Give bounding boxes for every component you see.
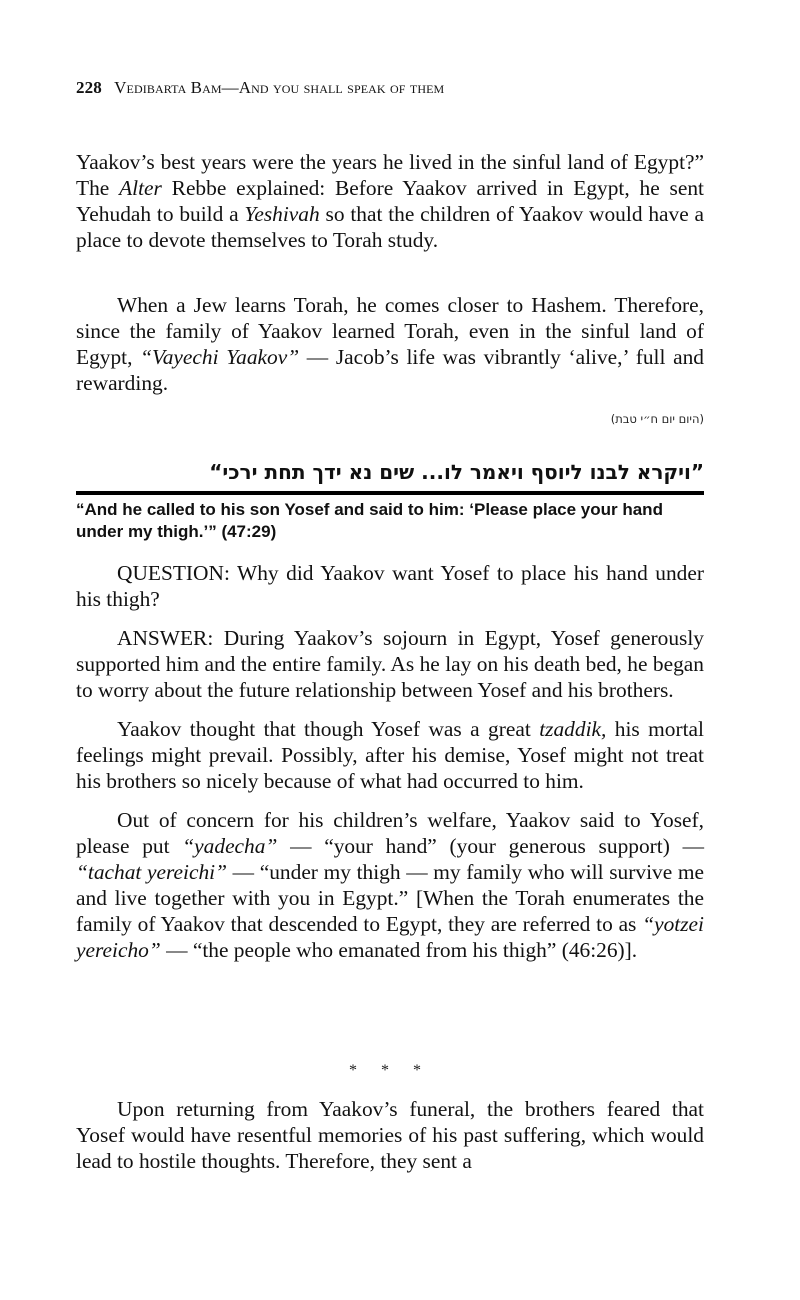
text-run: — “the people who emanated from his thigh” (46:26)]. bbox=[160, 938, 638, 962]
text-run: Yaakov thought that though Yosef was a great bbox=[117, 717, 540, 741]
paragraph bbox=[76, 716, 704, 794]
text-run: Out of concern for his children’s welfare, Yaakov said to Yosef, please put bbox=[76, 808, 704, 858]
italic-term: “tachat yereichi” bbox=[76, 860, 228, 884]
paragraph bbox=[76, 292, 704, 396]
hebrew-verse-heading: ”ויקרא לבנו ליוסף ויאמר לו... שים נא ידך תחת ירכי“ bbox=[209, 460, 704, 484]
text-run: his mortal feelings might prevail. Possibly, after his demise, Yosef might not treat his brothers so nicely because of what had occurred to him. bbox=[76, 717, 704, 793]
paragraph bbox=[76, 1096, 704, 1174]
section2-body bbox=[76, 560, 704, 963]
paragraph bbox=[76, 807, 704, 963]
page-number: 228 bbox=[76, 78, 102, 97]
italic-term: “Vayechi Yaakov” bbox=[140, 345, 300, 369]
text-run: Yaakov’s best years were the years he lived in the sinful land of Egypt?” The bbox=[76, 150, 704, 200]
text-run: When a Jew learns Torah, he comes closer to Hashem. Therefore, since the family of Yaakov learned Torah, even in the sinful land of Egypt, bbox=[76, 293, 704, 369]
text-run: Rebbe explained: Before Yaakov arrived in Egypt, he sent Yehudah to build a bbox=[76, 176, 704, 226]
italic-term: Alter bbox=[119, 176, 162, 200]
running-head-title: Vedibarta Bam—And you shall speak of them bbox=[114, 78, 445, 97]
paragraph bbox=[76, 149, 704, 253]
italic-term: Yeshivah bbox=[244, 202, 320, 226]
section3-body bbox=[76, 1096, 704, 1174]
italic-term: “yotzei yereicho” bbox=[76, 912, 704, 962]
text-run: so that the children of Yaakov would have a place to devote themselves to Torah study. bbox=[76, 202, 704, 252]
running-head bbox=[76, 78, 444, 98]
hebrew-date-citation: (היום יום ח״י טבת) bbox=[610, 412, 704, 426]
section1-paragraph-1 bbox=[76, 149, 704, 253]
text-run: ANSWER: During Yaakov’s sojourn in Egypt, Yosef generously supported him and the entire family. As he lay on his death bed, he began to worry about the future relationship between Yosef and his brothers. bbox=[76, 626, 704, 702]
question-paragraph bbox=[76, 560, 704, 612]
text-run: — Jacob’s life was vibrantly ‘alive,’ full and rewarding. bbox=[76, 345, 704, 395]
section1-paragraph-2 bbox=[76, 292, 704, 396]
italic-term: tzaddik, bbox=[539, 717, 607, 741]
verse-translation: “And he called to his son Yosef and said to him: ‘Please place your hand under my thigh.’” (47:29) bbox=[76, 500, 663, 541]
answer-paragraph bbox=[76, 625, 704, 703]
text-run: QUESTION: Why did Yaakov want Yosef to place his hand under his thigh? bbox=[76, 561, 704, 611]
italic-term: “yadecha” bbox=[182, 834, 278, 858]
heading-divider-rule bbox=[76, 491, 704, 495]
text-run: — “your hand” (your generous support) — bbox=[277, 834, 704, 858]
text-run: Upon returning from Yaakov’s funeral, the brothers feared that Yosef would have resentful memories of his past suffering, which would lead to hostile thoughts. Therefore, they sent a bbox=[76, 1097, 704, 1173]
section-separator-stars: * * * bbox=[349, 1062, 431, 1079]
text-run: — “under my thigh — my family who will survive me and live together with you in Egypt.” [When the Torah enumerates the family of Yaakov that descended to Egypt, they are referred to as bbox=[76, 860, 704, 936]
